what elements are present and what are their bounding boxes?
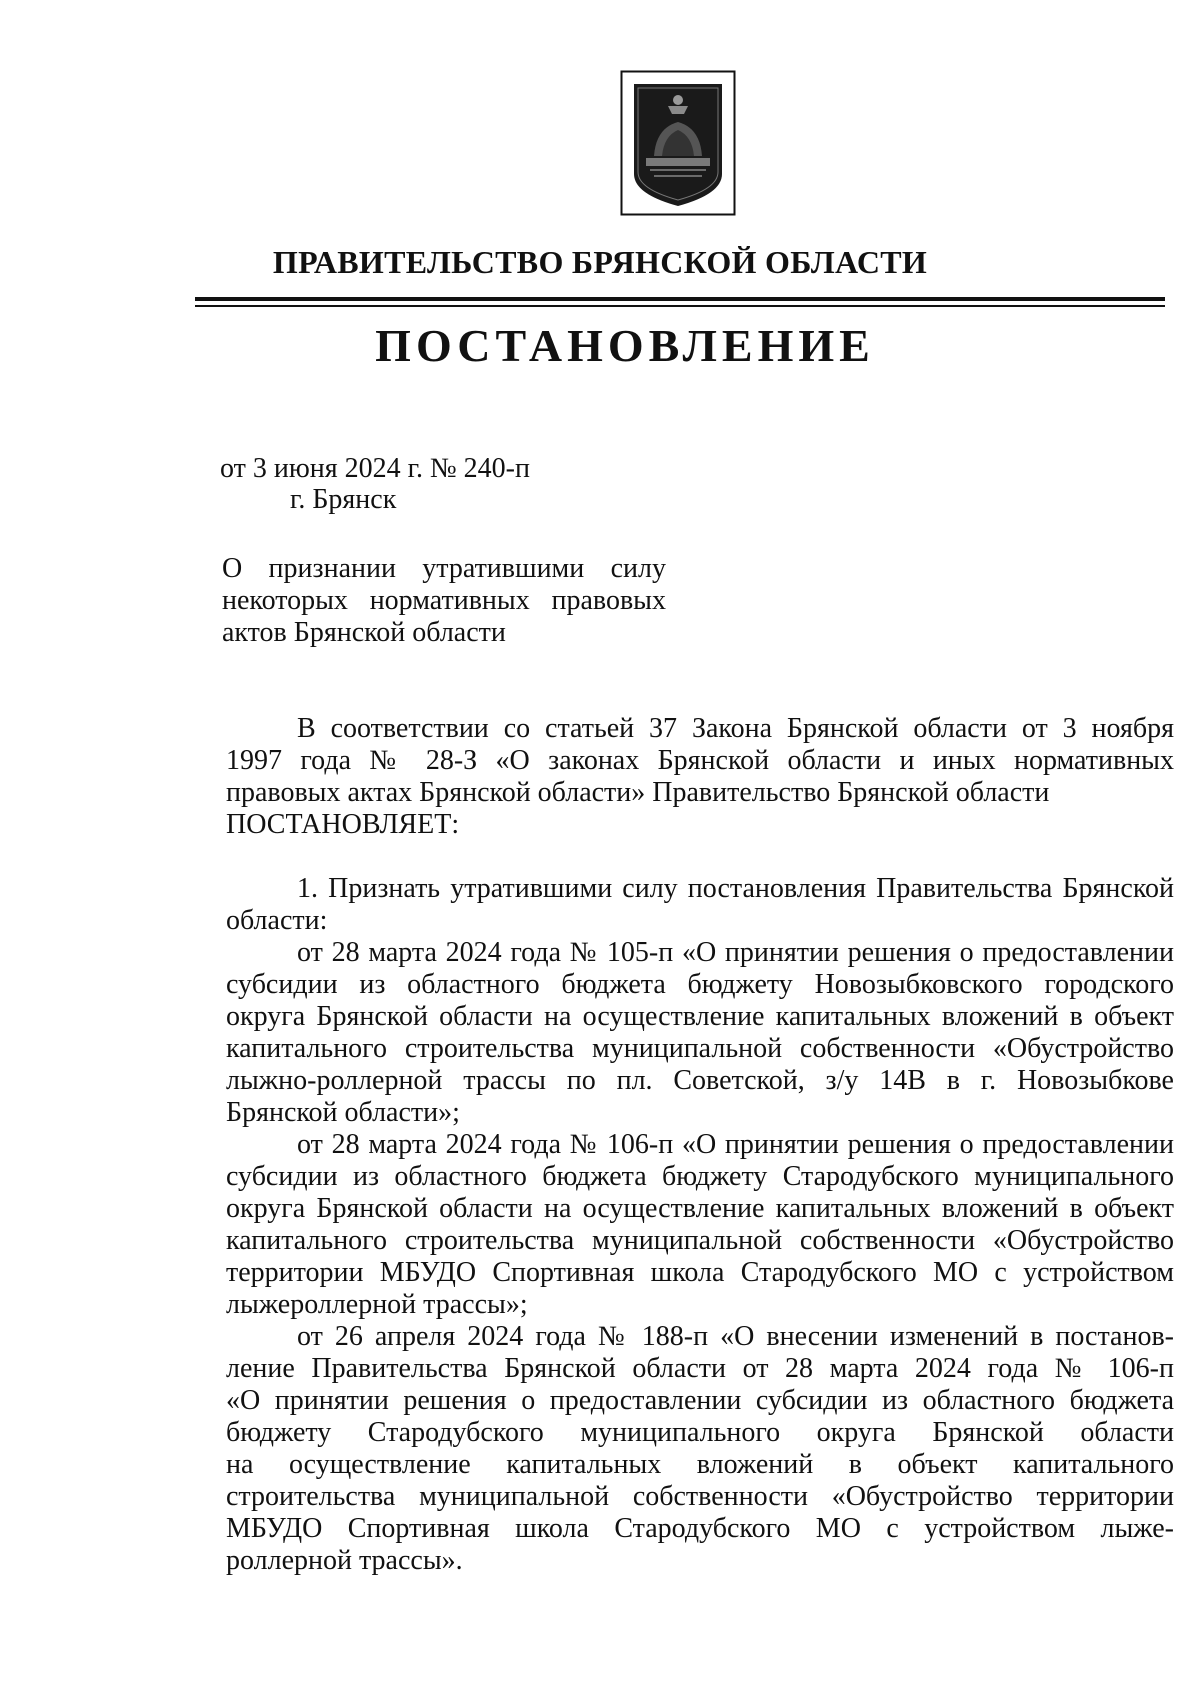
act-2-line: субсидии из областного бюджета бюджету Стародубского муниципального [226,1161,1174,1192]
act-3-line: роллерной трассы». [226,1545,463,1576]
act-3-line: ление Правительства Брянской области от 28 марта 2024 года № 106-п [226,1353,1174,1384]
header-rule-thin [195,305,1165,307]
act-1-line: округа Брянской области на осуществление капитальных вложений в объект [226,1001,1174,1032]
act-3-line: от 26 апреля 2024 года № 188-п «О внесении изменений в постанов- [297,1321,1174,1352]
preamble-line: В соответствии со статьей 37 Закона Брянской области от 3 ноября [297,713,1174,744]
act-1-line: капитального строительства муниципальной собственности «Обустройство [226,1033,1174,1064]
preamble-line: 1997 года № 28-З «О законах Брянской области и иных нормативных [226,745,1174,776]
act-2-line: округа Брянской области на осуществление капитальных вложений в объект [226,1193,1174,1224]
act-1-line: субсидии из областного бюджета бюджету Новозыбковского городского [226,969,1174,1000]
act-2-line: от 28 марта 2024 года № 106-п «О принятии решения о предоставлении [297,1129,1174,1160]
act-3-line: МБУДО Спортивная школа Стародубского МО с устройством лыже- [226,1513,1174,1544]
act-1-line: от 28 марта 2024 года № 105-п «О принятии решения о предоставлении [297,937,1174,968]
act-3-line: строительства муниципальной собственности «Обустройство территории [226,1481,1174,1512]
act-1-line: лыжно-роллерной трассы по пл. Советской, з/у 14В в г. Новозыбкове [226,1065,1174,1096]
date-number: от 3 июня 2024 г. № 240-п [220,453,530,484]
subject-line: некоторых нормативных правовых [222,585,666,616]
header-rule-thick [195,297,1165,301]
city: г. Брянск [290,484,397,515]
act-3-line: на осуществление капитальных вложений в объект капитального [226,1449,1174,1480]
subject-line: актов Брянской области [222,617,506,648]
act-1-line: Брянской области»; [226,1097,460,1128]
act-3-line: «О принятии решения о предоставлении субсидии из областного бюджета [226,1385,1174,1416]
act-2-line: капитального строительства муниципальной собственности «Обустройство [226,1225,1174,1256]
act-2-line: территории МБУДО Спортивная школа Стародубского МО с устройством [226,1257,1174,1288]
item-1-line: 1. Признать утратившими силу постановления Правительства Брянской [297,873,1174,904]
government-title: ПРАВИТЕЛЬСТВО БРЯНСКОЙ ОБЛАСТИ [272,244,928,280]
act-3-line: бюджету Стародубского муниципального округа Брянской области [226,1417,1174,1448]
preamble-decree: ПОСТАНОВЛЯЕТ: [226,809,460,840]
subject-line: О признании утратившими силу [222,553,666,584]
act-2-line: лыжероллерной трассы»; [226,1289,528,1320]
document-type-title: ПОСТАНОВЛЕНИЕ [375,320,875,371]
preamble-line: правовых актах Брянской области» Правительство Брянской области [226,777,1050,808]
item-1-line: области: [226,905,328,936]
coat-of-arms-emblem [620,70,736,216]
